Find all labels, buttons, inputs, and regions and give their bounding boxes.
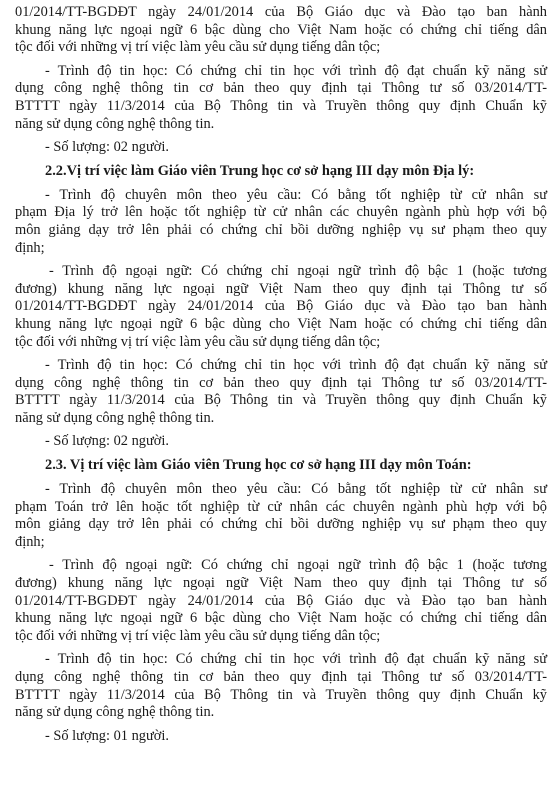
text-line: tộc đối với những vị trí việc làm yêu cầu sử dụng tiếng dân tộc;: [15, 627, 381, 644]
text-line: - Trình độ tin học: Có chứng chỉ tin học với trình độ đạt chuẩn kỹ năng sử: [45, 62, 547, 79]
text-line: - Số lượng: 02 người.: [45, 139, 169, 156]
text-line: định;: [15, 239, 45, 256]
text-line: năng sử dụng công nghệ thông tin.: [15, 409, 215, 426]
text-line: dụng công nghệ thông tin cơ bản theo quy định tại Thông tư số 03/2014/TT-: [15, 374, 547, 391]
section-heading-math: 2.3. Vị trí việc làm Giáo viên Trung học cơ sở hạng III dạy môn Toán:: [45, 457, 472, 474]
text-line: - Trình độ tin học: Có chứng chỉ tin học với trình độ đạt chuẩn kỹ năng sử: [45, 651, 547, 668]
text-line: tộc đối với những vị trí việc làm yêu cầu sử dụng tiếng dân tộc;: [15, 39, 381, 56]
paragraph-foreign-language: [15, 263, 547, 351]
text-line: môn giảng dạy trở lên phải có chứng chỉ bồi dưỡng nghiệp vụ sư phạm theo quy: [15, 516, 547, 533]
paragraph-foreign-language-continuation: [15, 4, 547, 57]
text-line: dụng công nghệ thông tin cơ bản theo quy định tại Thông tư số 03/2014/TT-: [15, 80, 547, 97]
paragraph-quantity: [15, 433, 547, 451]
text-line: - Trình độ chuyên môn theo yêu cầu: Có bằng tốt nghiệp từ cử nhân sư: [45, 481, 547, 498]
text-line: năng sử dụng công nghệ thông tin.: [15, 704, 215, 721]
text-line: định;: [15, 533, 45, 550]
text-line: tộc đối với những vị trí việc làm yêu cầu sử dụng tiếng dân tộc;: [15, 333, 381, 350]
text-line: - Trình độ tin học: Có chứng chỉ tin học với trình độ đạt chuẩn kỹ năng sử: [45, 357, 547, 374]
text-line: BTTTT ngày 11/3/2014 của Bộ Thông tin và Truyền thông quy định Chuẩn kỹ: [15, 392, 547, 409]
text-line: - Trình độ chuyên môn theo yêu cầu: Có bằng tốt nghiệp từ cử nhân sư: [45, 186, 547, 203]
text-line: 01/2014/TT-BGDĐT ngày 24/01/2014 của Bộ Giáo dục và Đào tạo ban hành: [15, 4, 547, 20]
paragraph-foreign-language: [15, 557, 547, 645]
document-page: [15, 4, 547, 745]
text-line: đương) khung năng lực ngoại ngữ Việt Nam theo quy định tại Thông tư số: [15, 575, 547, 592]
text-line: dụng công nghệ thông tin cơ bản theo quy định tại Thông tư số 03/2014/TT-: [15, 669, 547, 685]
text-line: phạm Địa lý trở lên hoặc tốt nghiệp từ cử nhân các chuyên ngành phù hợp với bộ: [15, 204, 547, 221]
text-line: - Số lượng: 01 người.: [45, 727, 169, 744]
text-line: phạm Toán trở lên hoặc tốt nghiệp từ cử nhân các chuyên ngành phù hợp với bộ: [15, 498, 547, 515]
text-line: đương) khung năng lực ngoại ngữ Việt Nam theo quy định tại Thông tư số: [15, 280, 547, 297]
text-line: BTTTT ngày 11/3/2014 của Bộ Thông tin và Truyền thông quy định Chuẩn kỹ: [15, 686, 547, 703]
text-line: - Trình độ ngoại ngữ: Có chứng chỉ ngoại ngữ trình độ bậc 1 (hoặc tương: [49, 263, 547, 280]
text-line: BTTTT ngày 11/3/2014 của Bộ Thông tin và Truyền thông quy định Chuẩn kỹ: [15, 97, 547, 114]
paragraph-quantity: [15, 139, 547, 157]
text-line: - Số lượng: 02 người.: [45, 433, 169, 450]
paragraph-it-skills: [15, 651, 547, 721]
paragraph-quantity: [15, 728, 547, 746]
text-line: 01/2014/TT-BGDĐT ngày 24/01/2014 của Bộ Giáo dục và Đào tạo ban hành: [15, 298, 547, 315]
paragraph-it-skills: [15, 63, 547, 133]
text-line: - Trình độ ngoại ngữ: Có chứng chỉ ngoại ngữ trình độ bậc 1 (hoặc tương: [49, 557, 547, 574]
paragraph-it-skills: [15, 357, 547, 427]
paragraph-professional-qualification: [15, 481, 547, 551]
text-line: 01/2014/TT-BGDĐT ngày 24/01/2014 của Bộ Giáo dục và Đào tạo ban hành: [15, 592, 547, 609]
text-line: năng sử dụng công nghệ thông tin.: [15, 115, 215, 132]
text-line: môn giảng dạy trở lên phải có chứng chỉ bồi dưỡng nghiệp vụ sư phạm theo quy: [15, 221, 547, 238]
paragraph-professional-qualification: [15, 187, 547, 257]
text-line: khung năng lực ngoại ngữ 6 bậc dùng cho Việt Nam hoặc có chứng chỉ tiếng dân: [15, 315, 547, 332]
section-heading-geography: 2.2.Vị trí việc làm Giáo viên Trung học cơ sở hạng III dạy môn Địa lý:: [45, 162, 475, 179]
text-line: khung năng lực ngoại ngữ 6 bậc dùng cho Việt Nam hoặc có chứng chỉ tiếng dân: [15, 610, 547, 627]
text-line: khung năng lực ngoại ngữ 6 bậc dùng cho Việt Nam hoặc có chứng chỉ tiếng dân: [15, 21, 547, 38]
